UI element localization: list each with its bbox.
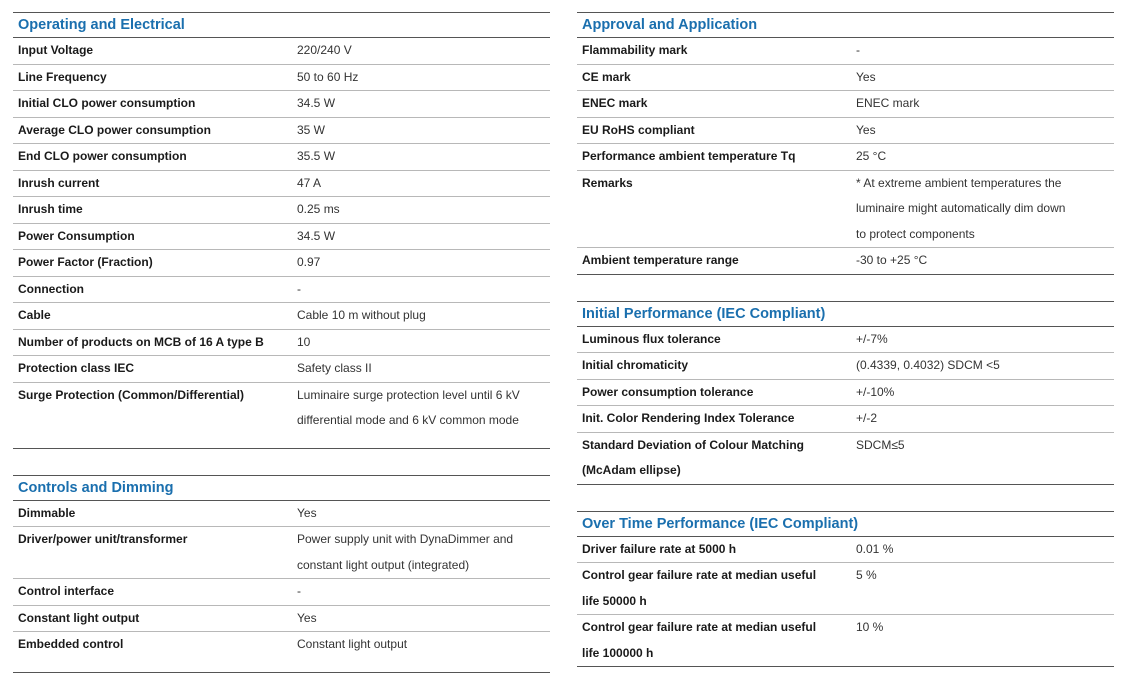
spec-value <box>856 353 1000 379</box>
spec-label <box>577 433 856 484</box>
spec-value <box>856 563 877 614</box>
spec-label <box>577 38 856 64</box>
spec-value <box>856 327 888 353</box>
spec-value-line: (0.4339, 0.4032) SDCM <5 <box>856 358 1000 372</box>
spec-label <box>577 171 856 248</box>
right-column <box>577 12 1114 667</box>
spec-value <box>297 303 426 329</box>
spec-row <box>13 276 550 303</box>
spec-value <box>856 406 877 432</box>
spec-value <box>297 330 310 356</box>
spec-value <box>297 527 513 578</box>
spec-label <box>577 144 856 170</box>
section-operating-and-electrical <box>13 12 550 449</box>
spec-label-line: Dimmable <box>18 505 76 520</box>
spec-label-line: Embedded control <box>18 637 124 651</box>
spec-row <box>13 196 550 223</box>
spec-label-line: Cable <box>18 308 51 322</box>
section-title: Operating and Electrical <box>13 13 550 38</box>
spec-value <box>856 65 876 91</box>
spec-label <box>577 248 856 274</box>
spec-label <box>13 632 297 658</box>
section-controls-and-dimming <box>13 475 550 673</box>
spec-value-line: 10 % <box>856 620 884 634</box>
spec-value-line: +/-7% <box>856 331 888 346</box>
spec-value-line: luminaire might automatically dim down <box>856 201 1066 215</box>
spec-value <box>856 615 883 666</box>
spec-row <box>577 38 1114 64</box>
spec-label-line: Luminous flux tolerance <box>582 331 721 346</box>
spec-value-line: 47 A <box>297 175 322 190</box>
spec-value-line: Yes <box>856 69 876 84</box>
spec-value <box>297 632 407 658</box>
spec-label-line: life 50000 h <box>582 593 647 608</box>
spec-value-line: 0.01 % <box>856 541 894 556</box>
spec-value <box>856 248 927 274</box>
spec-label <box>577 615 856 666</box>
spec-row <box>13 382 550 434</box>
spec-label-line: Control gear failure rate at median useful <box>582 568 817 582</box>
section-title: Initial Performance (IEC Compliant) <box>577 302 1114 327</box>
spec-value <box>856 537 893 563</box>
spec-row <box>13 526 550 578</box>
spec-value <box>297 197 340 223</box>
spec-label <box>13 197 297 223</box>
spec-label <box>13 65 297 91</box>
spec-label-line: Driver failure rate at 5000 h <box>582 541 737 556</box>
spec-label-line: Power Factor (Fraction) <box>18 255 153 269</box>
spec-label-line: Inrush time <box>18 202 83 216</box>
spec-row <box>577 562 1114 614</box>
spec-value-line: 5 % <box>856 568 877 582</box>
spec-label-line: Driver/power unit/transformer <box>18 532 188 546</box>
spec-value <box>297 383 520 434</box>
spec-value-line: - <box>856 43 860 57</box>
spec-value <box>297 38 352 64</box>
spec-label-line: Standard Deviation of Colour Matching <box>582 437 805 452</box>
section-initial-performance-iec-compliant <box>577 301 1114 485</box>
spec-label <box>577 380 856 406</box>
section-spacer <box>13 434 550 448</box>
spec-row <box>577 352 1114 379</box>
spec-value <box>297 250 320 276</box>
spec-value <box>856 118 876 144</box>
spec-label <box>13 356 297 382</box>
spec-row <box>577 405 1114 432</box>
section-over-time-performance-iec-compliant <box>577 511 1114 668</box>
spec-label-line: (McAdam ellipse) <box>582 463 681 477</box>
spec-label-line: Control interface <box>18 584 115 598</box>
spec-label-line: life 100000 h <box>582 645 654 660</box>
spec-value-line: 50 to 60 Hz <box>297 69 359 84</box>
spec-row <box>577 614 1114 666</box>
spec-label-line: Ambient temperature range <box>582 253 739 267</box>
spec-value-line: * At extreme ambient temperatures the <box>856 175 1062 190</box>
spec-value-line: Safety class II <box>297 361 372 375</box>
spec-value-line: Yes <box>297 505 317 520</box>
spec-value-line: - <box>297 584 301 598</box>
spec-value-line: 10 <box>297 334 311 349</box>
spec-row <box>13 143 550 170</box>
spec-value <box>297 356 372 382</box>
spec-row <box>13 329 550 356</box>
spec-row <box>577 537 1114 563</box>
section-spacer <box>13 658 550 672</box>
spec-row <box>577 143 1114 170</box>
spec-label <box>13 606 297 632</box>
spec-label <box>13 250 297 276</box>
spec-value <box>297 501 317 527</box>
spec-value <box>297 91 335 117</box>
spec-value-line: +/-2 <box>856 411 878 425</box>
spec-value-line: to protect components <box>856 226 975 241</box>
spec-label <box>13 91 297 117</box>
spec-value <box>297 224 335 250</box>
spec-value <box>297 579 301 605</box>
spec-value-line: Cable 10 m without plug <box>297 308 426 322</box>
section-title: Approval and Application <box>577 13 1114 38</box>
spec-row <box>577 432 1114 484</box>
spec-label <box>577 406 856 432</box>
spec-label-line: Line Frequency <box>18 69 107 84</box>
spec-label <box>13 171 297 197</box>
spec-value-line: ENEC mark <box>856 96 920 110</box>
spec-label <box>13 118 297 144</box>
spec-value <box>297 277 301 303</box>
spec-label-line: CE mark <box>582 69 631 84</box>
spec-label <box>13 144 297 170</box>
spec-row <box>13 38 550 64</box>
spec-value-line: 35.5 W <box>297 149 336 163</box>
spec-value <box>297 144 335 170</box>
spec-row <box>577 117 1114 144</box>
spec-row <box>13 302 550 329</box>
spec-row <box>577 64 1114 91</box>
spec-value-line: -30 to +25 °C <box>856 253 928 267</box>
spec-value <box>856 171 1065 248</box>
spec-row <box>13 501 550 527</box>
spec-label-line: ENEC mark <box>582 96 648 110</box>
spec-label <box>13 224 297 250</box>
spec-value-line: 34.5 W <box>297 96 336 110</box>
spec-label-line: Initial CLO power consumption <box>18 96 196 110</box>
spec-label-line: Init. Color Rendering Index Tolerance <box>582 411 795 425</box>
left-column <box>13 12 550 673</box>
spec-label <box>577 65 856 91</box>
spec-row <box>13 631 550 658</box>
spec-label-line: Number of products on MCB of 16 A type B <box>18 334 264 349</box>
spec-value <box>856 380 894 406</box>
spec-label-line: Power Consumption <box>18 228 135 243</box>
section-title: Over Time Performance (IEC Compliant) <box>577 512 1114 537</box>
spec-value-line: Yes <box>297 610 317 625</box>
spec-label-line: Constant light output <box>18 610 140 625</box>
spec-label <box>13 303 297 329</box>
spec-label-line: Remarks <box>582 175 633 190</box>
section-title: Controls and Dimming <box>13 476 550 501</box>
spec-label-line: Initial chromaticity <box>582 358 689 372</box>
spec-value-line: Power supply unit with DynaDimmer and <box>297 532 514 546</box>
spec-value-line: - <box>297 281 301 296</box>
spec-value <box>856 91 919 117</box>
spec-label-line: Inrush current <box>18 175 100 190</box>
spec-value-line: 35 W <box>297 122 326 137</box>
spec-value <box>856 144 886 170</box>
spec-value-line: 0.97 <box>297 255 321 269</box>
spec-label <box>577 537 856 563</box>
spec-label-line: Average CLO power consumption <box>18 122 211 137</box>
spec-row <box>13 223 550 250</box>
spec-label-line: Performance ambient temperature Tq <box>582 149 796 163</box>
spec-row <box>13 355 550 382</box>
spec-label <box>13 383 297 434</box>
section-approval-and-application <box>577 12 1114 275</box>
spec-label-line: End CLO power consumption <box>18 149 187 163</box>
spec-row <box>13 64 550 91</box>
spec-label <box>13 330 297 356</box>
spec-row <box>13 117 550 144</box>
spec-label <box>577 118 856 144</box>
spec-value-line: constant light output (integrated) <box>297 557 470 572</box>
spec-label-line: Flammability mark <box>582 43 688 57</box>
spec-value-line: 0.25 ms <box>297 202 340 216</box>
spec-label <box>13 579 297 605</box>
spec-row <box>577 379 1114 406</box>
spec-row <box>13 605 550 632</box>
spec-label <box>13 277 297 303</box>
spec-value <box>856 433 905 484</box>
spec-label <box>13 38 297 64</box>
spec-label-line: EU RoHS compliant <box>582 122 695 137</box>
spec-value-line: SDCM≤5 <box>856 437 905 452</box>
spec-value-line: Yes <box>856 122 876 137</box>
spec-value-line: Constant light output <box>297 637 408 651</box>
spec-value <box>297 171 321 197</box>
spec-row <box>577 170 1114 248</box>
spec-label-line: Control gear failure rate at median useful <box>582 620 817 634</box>
spec-label <box>577 353 856 379</box>
spec-label-line: Input Voltage <box>18 43 94 57</box>
spec-label <box>13 501 297 527</box>
spec-label-line: Surge Protection (Common/Differential) <box>18 387 245 402</box>
spec-row <box>577 247 1114 274</box>
spec-value <box>297 606 317 632</box>
spec-label <box>577 91 856 117</box>
spec-label <box>577 563 856 614</box>
spec-value-line: Luminaire surge protection level until 6 kV <box>297 387 520 402</box>
spec-label-line: Power consumption tolerance <box>582 384 754 399</box>
spec-value <box>297 118 325 144</box>
spec-value-line: +/-10% <box>856 384 895 399</box>
spec-row <box>13 170 550 197</box>
spec-label-line: Protection class IEC <box>18 361 135 375</box>
spec-label-line: Connection <box>18 281 84 296</box>
spec-label <box>13 527 297 578</box>
spec-value-line: 34.5 W <box>297 228 336 243</box>
spec-row <box>13 249 550 276</box>
spec-row <box>577 90 1114 117</box>
spec-row <box>13 578 550 605</box>
spec-value-line: 220/240 V <box>297 43 352 57</box>
spec-label <box>577 327 856 353</box>
spec-value-line: 25 °C <box>856 149 887 163</box>
spec-row <box>577 327 1114 353</box>
spec-value-line: differential mode and 6 kV common mode <box>297 413 519 427</box>
spec-value <box>297 65 358 91</box>
spec-value <box>856 38 860 64</box>
spec-row <box>13 90 550 117</box>
